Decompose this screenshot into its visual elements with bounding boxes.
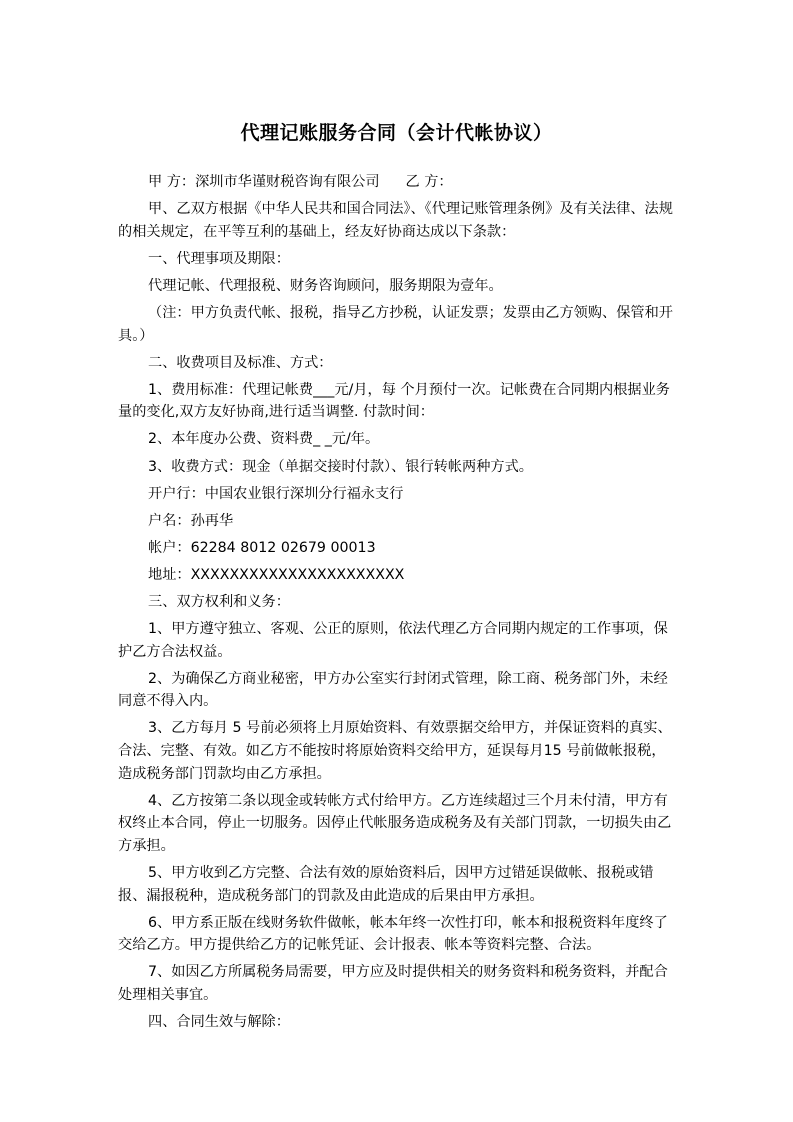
account-holder: 户名：孙再华 [148, 512, 234, 529]
payment-method: 3、收费方式：现金（单据交接时付款）、银行转帐两种方式。 [148, 458, 533, 475]
section-heading-2: 二、收费项目及标准、方式： [148, 354, 333, 371]
clause-3-1: 1、甲方遵守独立、客观、公正的原则，依法代理乙方合同期内规定的工作事项，保护乙方合法权益。 [118, 621, 668, 660]
parties-line [118, 171, 678, 194]
section-heading-4: 四、合同生效与解除： [148, 1014, 290, 1031]
section-heading-3: 三、双方权利和义务： [148, 594, 290, 610]
clause-3-2: 2、为确保乙方商业秘密，甲方办公室实行封闭式管理，除工商、税务部门外，未经同意不得入内。 [118, 670, 668, 710]
clause-3-6: 6、甲方系正版在线财务软件做帐，帐本年终一次性打印，帐本和报税资料年度终了交给乙方。甲方提供给乙方的记帐凭证、会计报表、帐本等资料完整、合法。 [118, 914, 668, 954]
document-title: 代理记账服务合同（会计代帐协议） [240, 122, 553, 144]
intro-paragraph: 甲、乙双方根据《中华人民共和国合同法》、《代理记账管理条例》及有关法律、法规的相关规定，在平等互利的基础上，经友好协商达成以下条款： [118, 201, 673, 240]
office-fee: 2、本年度办公费、资料费_ _元/年。 [148, 431, 380, 448]
party-a: 甲 方：深圳市华谨财税咨询有限公司 [148, 174, 380, 190]
clause-3-3: 3、乙方每月 5 号前必须将上月原始资料、有效票据交给甲方，并保证资料的真实、合法、完整、有效。如乙方不能按时将原始资料交给甲方，延误每月15 号前做帐报税，造成税务部门罚款均由乙方承担。 [118, 720, 672, 782]
clause-3-7: 7、如因乙方所属税务局需要，甲方应及时提供相关的财务资料和税务资料，并配合处理相关事宜。 [118, 964, 668, 1003]
fee-standard: 1、费用标准：代理记帐费___元/月，每 个月预付一次。记帐费在合同期内根据业务量的变化,双方友好协商,进行适当调整. 付款时间： [118, 381, 670, 421]
clause-3-5: 5、甲方收到乙方完整、合法有效的原始资料后，因甲方过错延误做帐、报税或错报、漏报税种，造成税务部门的罚款及由此造成的后果由甲方承担。 [118, 865, 654, 904]
clause-3-4: 4、乙方按第二条以现金或转帐方式付给甲方。乙方连续超过三个月未付清，甲方有权终止本合同，停止一切服务。因停止代帐服务造成税务及有关部门罚款，一切损失由乙方承担。 [118, 792, 672, 854]
section-heading-1: 一、代理事项及期限： [148, 250, 290, 267]
bank-name: 开户行：中国农业银行深圳分行福永支行 [148, 485, 404, 502]
document-body [118, 171, 678, 1038]
address: 地址：XXXXXXXXXXXXXXXXXXXXXX [148, 566, 405, 583]
service-note: （注：甲方负责代帐、报税，指导乙方抄税，认证发票；发票由乙方领购、保管和开具。） [118, 304, 673, 344]
account-number: 帐户：62284 8012 02679 00013 [148, 539, 376, 556]
party-b: 乙 方： [405, 174, 453, 190]
service-scope: 代理记帐、代理报税、财务咨询顾问，服务期限为壹年。 [148, 277, 503, 294]
